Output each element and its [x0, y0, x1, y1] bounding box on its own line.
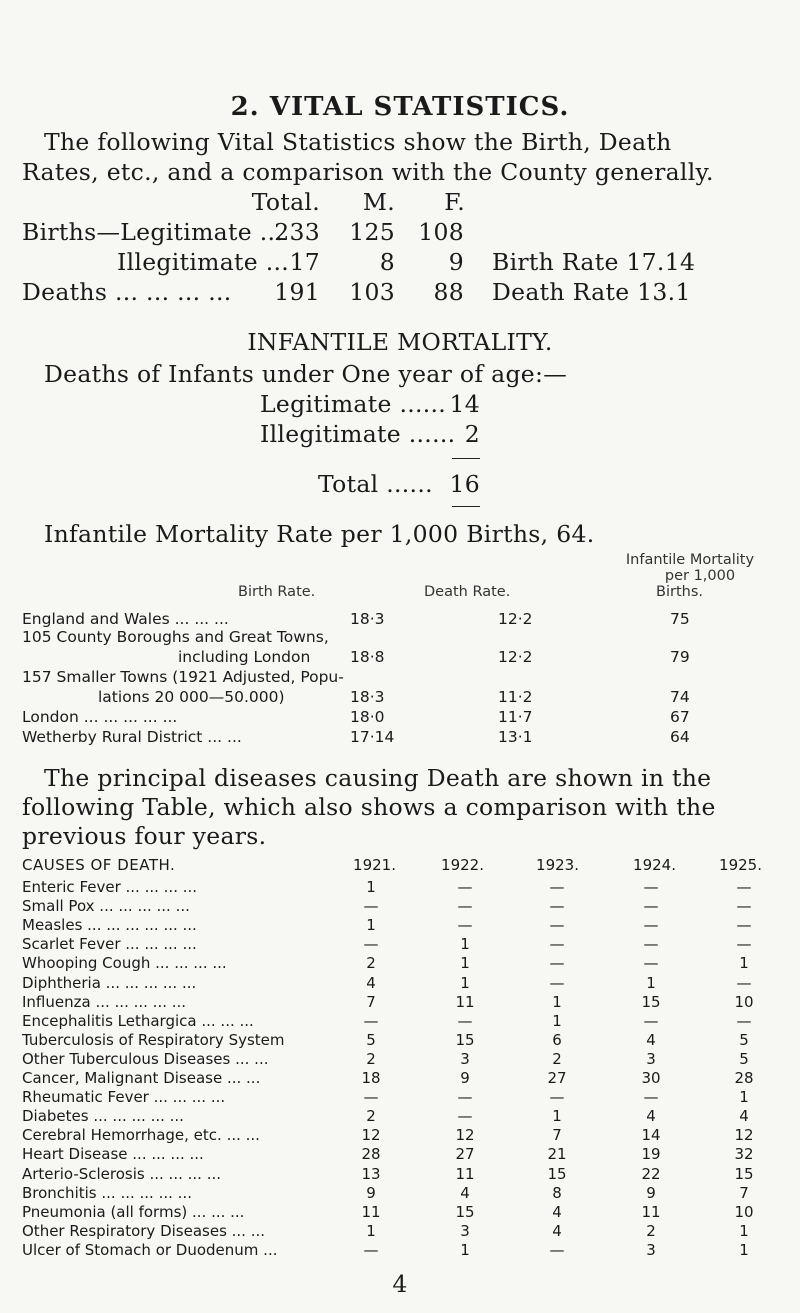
cause-value-1923: —: [549, 935, 565, 954]
illegit-total: 17: [289, 248, 320, 276]
deaths-total: 191: [274, 278, 320, 306]
cause-value-1921: 5: [366, 1030, 376, 1049]
cause-value-1924: 22: [641, 1164, 661, 1183]
cause-value-1924: 4: [646, 1107, 656, 1126]
cause-value-1924: 4: [646, 1030, 656, 1049]
cause-value-1924: —: [643, 1088, 659, 1107]
cause-value-1925: 32: [734, 1145, 754, 1164]
cause-value-1923: —: [549, 1240, 565, 1259]
cause-value-1922: —: [457, 916, 473, 935]
year-header-1923: 1923.: [536, 856, 579, 874]
cause-value-1924: —: [643, 916, 659, 935]
row-label-deaths: Deaths ... ... ... ...: [22, 278, 232, 306]
cause-value-1922: 11: [455, 992, 475, 1011]
cause-value-1924: 30: [641, 1069, 661, 1087]
diseases-intro-3: previous four years.: [22, 822, 267, 850]
cmp-birth-england: 18·3: [350, 610, 385, 628]
cause-value-1923: 2: [552, 1049, 562, 1068]
cause-value-1923: 15: [547, 1164, 567, 1183]
cause-label: Scarlet Fever ... ... ... ...: [22, 935, 197, 954]
cmp-inf-wetherby: 64: [670, 728, 690, 746]
header-f: F.: [444, 188, 465, 216]
cause-value-1923: 1: [552, 1011, 562, 1030]
cause-value-1923: 4: [552, 1221, 562, 1240]
cause-value-1921: 7: [366, 992, 376, 1011]
cause-label: Cerebral Hemorrhage, etc. ... ...: [22, 1126, 260, 1145]
cause-value-1925: —: [736, 916, 752, 935]
diseases-intro-2: following Table, which also shows a comparison with the: [22, 793, 716, 821]
cause-value-1923: 27: [547, 1069, 567, 1087]
cause-value-1922: 3: [460, 1049, 470, 1068]
cause-value-1925: 10: [734, 992, 754, 1011]
infant-illegit-value: 2: [464, 420, 480, 448]
cause-label: Enteric Fever ... ... ... ...: [22, 878, 198, 896]
cause-value-1921: 1: [366, 878, 376, 896]
cause-value-1924: —: [643, 1011, 659, 1030]
infant-total-label: Total ......: [318, 470, 433, 498]
diseases-intro-1: The principal diseases causing Death are shown in the: [44, 764, 712, 792]
cmp-death-boroughs: 12·2: [498, 648, 533, 666]
cause-label: Heart Disease ... ... ... ...: [22, 1145, 204, 1164]
cause-value-1925: 1: [739, 1088, 749, 1107]
cmp-label-boroughs-2: including London: [178, 648, 311, 666]
intro-line-2: Rates, etc., and a comparison with the County generally.: [22, 158, 714, 186]
cause-value-1923: —: [549, 973, 565, 992]
cause-value-1921: 2: [366, 1049, 376, 1068]
cause-label: Diphtheria ... ... ... ... ...: [22, 973, 197, 992]
cause-value-1923: 7: [552, 1126, 562, 1145]
cmp-inf-boroughs: 79: [670, 648, 690, 666]
cause-value-1923: 1: [552, 992, 562, 1011]
page-title: 2. VITAL STATISTICS.: [230, 92, 570, 122]
cause-label: Influenza ... ... ... ... ...: [22, 992, 187, 1011]
year-header-1921: 1921.: [353, 856, 396, 874]
page-number: 4: [392, 1270, 408, 1298]
cause-value-1924: 1: [646, 973, 656, 992]
cause-label: Encephalitis Lethargica ... ... ...: [22, 1011, 254, 1030]
cause-value-1921: 11: [361, 1202, 381, 1221]
deaths-m: 103: [349, 278, 395, 306]
cause-value-1921: 13: [361, 1164, 381, 1183]
cmp-birth-boroughs: 18·8: [350, 648, 385, 666]
cause-value-1924: —: [643, 897, 659, 916]
cause-value-1925: 5: [739, 1030, 749, 1049]
cause-value-1924: 3: [646, 1240, 656, 1259]
year-header-1924: 1924.: [633, 856, 676, 874]
year-header-1925: 1925.: [719, 856, 762, 874]
cause-value-1925: —: [736, 973, 752, 992]
births-legit-m: 125: [349, 218, 395, 246]
infant-total-value: 16: [449, 470, 480, 498]
infantile-title: INFANTILE MORTALITY.: [247, 328, 553, 356]
cause-label: Diabetes ... ... ... ... ...: [22, 1107, 184, 1126]
cause-value-1925: 5: [739, 1049, 749, 1068]
cause-value-1924: —: [643, 878, 659, 896]
cause-value-1925: 1: [739, 1240, 749, 1259]
cause-value-1925: —: [736, 935, 752, 954]
cause-value-1925: 1: [739, 954, 749, 973]
cause-value-1921: 12: [361, 1126, 381, 1145]
cause-label: Small Pox ... ... ... ... ...: [22, 897, 190, 916]
cause-value-1922: 1: [460, 954, 470, 973]
cause-label: Bronchitis ... ... ... ... ...: [22, 1183, 192, 1202]
cause-value-1922: 1: [460, 973, 470, 992]
cause-value-1921: —: [363, 935, 379, 954]
cause-value-1923: 21: [547, 1145, 567, 1164]
row-label-illegitimate: Illegitimate ...: [117, 248, 290, 276]
birth-rate-note: Birth Rate 17.14: [492, 248, 696, 276]
cause-value-1921: —: [363, 897, 379, 916]
cause-value-1922: 15: [455, 1202, 475, 1221]
cause-value-1921: 28: [361, 1145, 381, 1164]
cause-label: Arterio-Sclerosis ... ... ... ...: [22, 1164, 222, 1183]
header-total: Total.: [251, 188, 320, 216]
cause-value-1921: 18: [361, 1069, 381, 1087]
infant-illegit-label: Illegitimate ......: [260, 420, 456, 448]
cause-value-1923: —: [549, 916, 565, 935]
cause-value-1923: —: [549, 897, 565, 916]
cause-value-1922: 11: [455, 1164, 475, 1183]
header-inf-3: Births.: [656, 584, 703, 600]
infant-rate-line: Infantile Mortality Rate per 1,000 Births, 64.: [44, 520, 595, 548]
cause-label: Ulcer of Stomach or Duodenum ...: [22, 1240, 278, 1259]
cmp-death-london: 11·7: [498, 708, 533, 726]
cause-value-1923: 4: [552, 1202, 562, 1221]
header-m: M.: [362, 188, 395, 216]
cmp-label-london: London ... ... ... ... ...: [22, 708, 178, 726]
cause-value-1922: —: [457, 1088, 473, 1107]
cause-value-1925: 10: [734, 1202, 754, 1221]
cause-value-1922: 12: [455, 1126, 475, 1145]
cause-value-1924: —: [643, 954, 659, 973]
infantile-subtitle: Deaths of Infants under One year of age:—: [44, 360, 568, 388]
cmp-birth-wetherby: 17·14: [350, 728, 395, 746]
cause-label: Pneumonia (all forms) ... ... ...: [22, 1202, 245, 1221]
cmp-birth-london: 18·0: [350, 708, 385, 726]
cause-value-1921: 2: [366, 1107, 376, 1126]
cause-value-1925: 28: [734, 1069, 754, 1087]
sum-rule-bottom: [452, 506, 480, 507]
cmp-label-boroughs-1: 105 County Boroughs and Great Towns,: [22, 628, 329, 646]
cause-value-1924: 9: [646, 1183, 656, 1202]
cause-value-1923: 8: [552, 1183, 562, 1202]
cause-value-1921: —: [363, 1088, 379, 1107]
cause-value-1925: 1: [739, 1221, 749, 1240]
header-death-rate: Death Rate.: [424, 584, 511, 600]
cause-label: Measles ... ... ... ... ... ...: [22, 916, 197, 935]
cause-value-1922: —: [457, 1011, 473, 1030]
cmp-label-smaller-2: lations 20 000—50.000): [98, 688, 285, 706]
illegit-f: 9: [448, 248, 464, 276]
cause-value-1922: 1: [460, 935, 470, 954]
cmp-label-england: England and Wales ... ... ...: [22, 610, 229, 628]
cmp-inf-england: 75: [670, 610, 690, 628]
cause-label: Tuberculosis of Respiratory System: [22, 1030, 285, 1049]
births-legit-total: 233: [274, 218, 320, 246]
cause-value-1923: 6: [552, 1030, 562, 1049]
header-inf-1: Infantile Mortality: [625, 552, 755, 568]
header-birth-rate: Birth Rate.: [238, 584, 316, 600]
death-rate-note: Death Rate 13.1: [492, 278, 691, 306]
infant-legit-label: Legitimate ......: [260, 390, 447, 418]
cause-value-1925: 7: [739, 1183, 749, 1202]
cause-value-1924: —: [643, 935, 659, 954]
cause-value-1921: 4: [366, 973, 376, 992]
cause-value-1923: 1: [552, 1107, 562, 1126]
cause-value-1922: —: [457, 878, 473, 896]
cause-label: Other Respiratory Diseases ... ...: [22, 1221, 266, 1240]
cause-value-1924: 15: [641, 992, 661, 1011]
cause-value-1925: 15: [734, 1164, 754, 1183]
cause-value-1921: —: [363, 1011, 379, 1030]
year-header-1922: 1922.: [441, 856, 484, 874]
cause-label: Other Tuberculous Diseases ... ...: [22, 1049, 269, 1068]
cause-value-1922: —: [457, 1107, 473, 1126]
causes-header-label: CAUSES OF DEATH.: [22, 856, 176, 874]
sum-rule-top: [452, 458, 480, 459]
cause-value-1922: 3: [460, 1221, 470, 1240]
header-inf-2: per 1,000: [664, 568, 736, 584]
cause-value-1922: 1: [460, 1240, 470, 1259]
cause-value-1923: —: [549, 1088, 565, 1107]
cause-value-1923: —: [549, 954, 565, 973]
cause-value-1924: 11: [641, 1202, 661, 1221]
row-label-births-legitimate: Births—Legitimate ...: [22, 218, 284, 246]
illegit-m: 8: [379, 248, 395, 276]
cmp-death-smaller: 11·2: [498, 688, 533, 706]
cause-value-1923: —: [549, 878, 565, 896]
cause-value-1924: 19: [641, 1145, 661, 1164]
cause-value-1922: 9: [460, 1069, 470, 1087]
cause-value-1925: 4: [739, 1107, 749, 1126]
cmp-birth-smaller: 18·3: [350, 688, 385, 706]
cause-value-1921: 2: [366, 954, 376, 973]
cause-value-1924: 3: [646, 1049, 656, 1068]
cmp-inf-smaller: 74: [670, 688, 690, 706]
cmp-label-smaller-1: 157 Smaller Towns (1921 Adjusted, Popu-: [22, 668, 344, 686]
cause-value-1922: 15: [455, 1030, 475, 1049]
cause-value-1921: 1: [366, 916, 376, 935]
cause-value-1922: 27: [455, 1145, 475, 1164]
births-legit-f: 108: [418, 218, 464, 246]
cause-value-1924: 2: [646, 1221, 656, 1240]
infant-legit-value: 14: [449, 390, 480, 418]
cmp-death-wetherby: 13·1: [498, 728, 533, 746]
cause-value-1925: —: [736, 897, 752, 916]
cause-label: Cancer, Malignant Disease ... ...: [22, 1069, 261, 1087]
cause-value-1925: 12: [734, 1126, 754, 1145]
intro-line-1: The following Vital Statistics show the Birth, Death: [44, 128, 672, 156]
cause-label: Whooping Cough ... ... ... ...: [22, 954, 227, 973]
cmp-inf-london: 67: [670, 708, 690, 726]
cmp-label-wetherby: Wetherby Rural District ... ...: [22, 728, 242, 746]
cause-value-1925: —: [736, 1011, 752, 1030]
cause-value-1921: —: [363, 1240, 379, 1259]
deaths-f: 88: [433, 278, 464, 306]
cause-value-1922: —: [457, 897, 473, 916]
cause-value-1921: 9: [366, 1183, 376, 1202]
cause-value-1925: —: [736, 878, 752, 896]
cause-value-1922: 4: [460, 1183, 470, 1202]
cause-label: Rheumatic Fever ... ... ... ...: [22, 1088, 226, 1107]
cause-value-1921: 1: [366, 1221, 376, 1240]
cause-value-1924: 14: [641, 1126, 661, 1145]
cmp-death-england: 12·2: [498, 610, 533, 628]
